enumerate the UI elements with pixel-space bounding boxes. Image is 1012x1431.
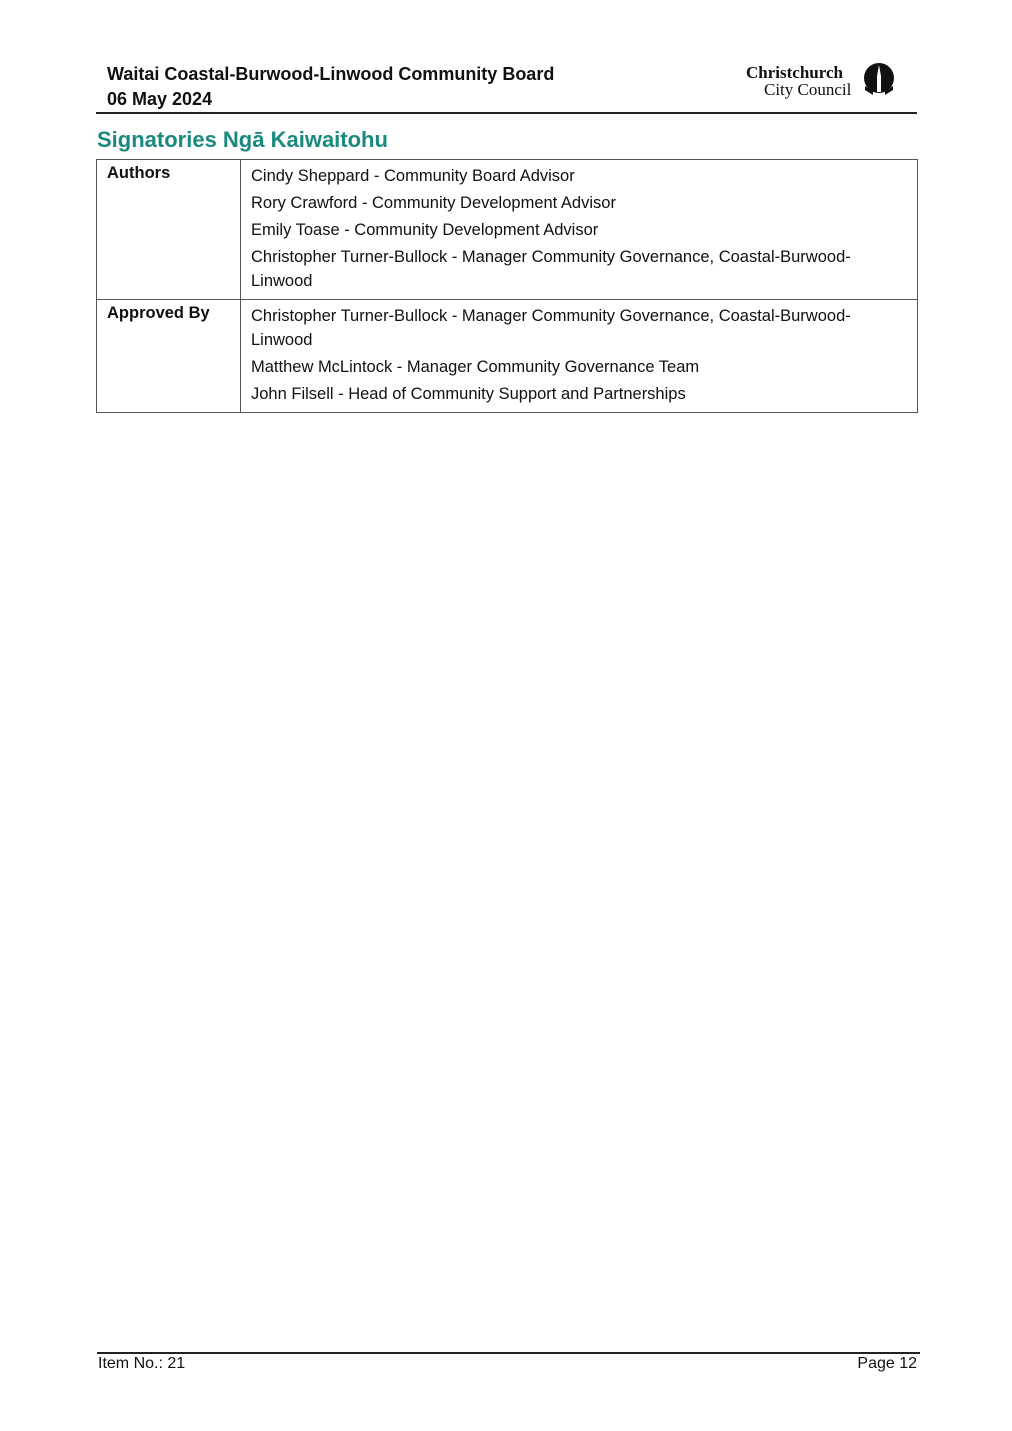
board-name: Waitai Coastal-Burwood-Linwood Community Board: [107, 64, 555, 84]
table-row-approved: [97, 300, 918, 413]
meeting-date: 06 May 2024: [107, 89, 213, 109]
signatories-table: [96, 159, 918, 413]
list-item: Matthew McLintock - Manager Community Governance Team: [251, 358, 700, 376]
council-logo: [746, 62, 906, 102]
item-number: Item No.: 21: [98, 1355, 186, 1372]
document-header: [107, 62, 577, 112]
list-item: Christopher Turner-Bullock - Manager Community Governance, Coastal-Burwood-Linwood: [251, 307, 851, 349]
logo-text-line1: Christchurch: [746, 63, 843, 82]
cathedral-icon: [861, 62, 897, 98]
list-item: John Filsell - Head of Community Support and Partnerships: [251, 385, 686, 403]
logo-text-line2: City Council: [764, 80, 852, 99]
list-item: Emily Toase - Community Development Advisor: [251, 221, 599, 239]
list-item: Rory Crawford - Community Development Advisor: [251, 194, 616, 212]
footer-rule: [97, 1352, 920, 1354]
header-rule: [96, 112, 917, 114]
table-row-authors: [97, 160, 918, 300]
section-title: Signatories Ngā Kaiwaitohu: [97, 127, 388, 152]
authors-list: [241, 160, 918, 300]
approved-label: Approved By: [97, 300, 241, 413]
authors-label: Authors: [97, 160, 241, 300]
list-item: Cindy Sheppard - Community Board Advisor: [251, 167, 575, 185]
list-item: Christopher Turner-Bullock - Manager Community Governance, Coastal-Burwood-Linwood: [251, 248, 851, 290]
approved-list: [241, 300, 918, 413]
page-number: Page 12: [857, 1355, 917, 1372]
